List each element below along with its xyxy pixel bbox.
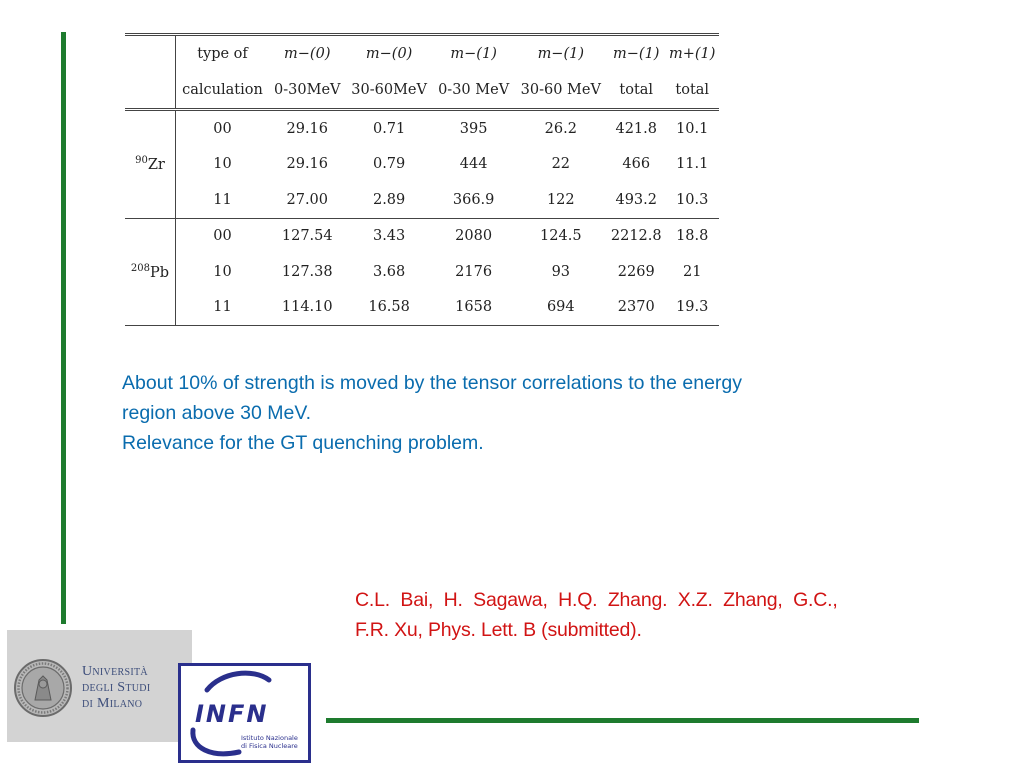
header-cell: total	[675, 82, 710, 98]
table-cell: 444	[459, 156, 488, 173]
table-cell: 00	[213, 120, 232, 137]
table-cell: 2370	[617, 299, 655, 316]
table-row	[125, 254, 719, 290]
table-row	[125, 110, 719, 147]
header-cell: m+(1)	[669, 46, 716, 62]
table-row	[125, 218, 719, 254]
table-cell: 2176	[455, 263, 493, 280]
table-cell: 2212.8	[610, 228, 662, 245]
reference-citation	[355, 585, 895, 645]
table-cell: 19.3	[676, 299, 709, 316]
table-cell: 493.2	[615, 191, 657, 208]
table-row	[125, 290, 719, 326]
citation-line: F.R. Xu, Phys. Lett. B (submitted).	[355, 619, 642, 641]
table-cell: 10.3	[676, 191, 709, 208]
table-cell: 10	[213, 263, 232, 280]
table-cell: 2.89	[372, 191, 406, 208]
header-cell: m−(1)	[537, 46, 585, 62]
svg-text:INFN: INFN	[195, 700, 269, 728]
nucleus-label-zr: $^{90}$Zr	[125, 110, 176, 219]
table-cell: 18.8	[676, 228, 709, 245]
table-cell: 29.16	[286, 156, 329, 173]
note-line: About 10% of strength is moved by the tensor correlations to the energy	[122, 372, 743, 394]
table-cell: 0.79	[372, 156, 406, 173]
table-cell: 3.43	[372, 228, 406, 245]
table-cell: 127.54	[281, 228, 333, 245]
table-cell: 00	[213, 228, 232, 245]
table-cell: 395	[459, 120, 488, 137]
table-cell: 421.8	[615, 120, 657, 137]
table-cell: 11.1	[676, 156, 709, 173]
table-cell: 122	[546, 191, 575, 208]
svg-text:Istituto Nazionale: Istituto Nazionale	[241, 734, 298, 742]
table-cell: 26.2	[544, 120, 577, 137]
table-cell: 124.5	[540, 228, 582, 245]
table-cell: 10.1	[676, 120, 709, 137]
header-cell: m−(0)	[365, 46, 413, 62]
table-cell: 27.00	[286, 191, 329, 208]
header-cell: 0-30 MeV	[438, 82, 510, 98]
infn-logo	[178, 663, 311, 763]
table-cell: 366.9	[452, 191, 495, 208]
header-cell: 0-30MeV	[274, 82, 341, 98]
header-cell: m−(1)	[450, 46, 497, 62]
left-accent-bar	[61, 32, 66, 624]
nucleus-label-pb: $^{208}$Pb	[125, 218, 176, 326]
bottom-accent-bar	[326, 718, 919, 723]
note-line: Relevance for the GT quenching problem.	[122, 432, 484, 454]
table-cell: 11	[213, 191, 232, 208]
table-cell: 11	[213, 299, 232, 316]
header-cell: 30-60MeV	[351, 82, 427, 98]
table-cell: 21	[683, 263, 702, 280]
infn-mark-icon	[181, 666, 308, 760]
table-header-row	[125, 72, 719, 110]
table-row	[125, 147, 719, 183]
table-cell: 694	[546, 299, 575, 316]
table-cell: 127.38	[281, 263, 333, 280]
table-cell: 0.71	[372, 120, 406, 137]
strength-table	[125, 33, 719, 326]
table-cell: 1658	[455, 299, 493, 316]
table-cell: 114.10	[281, 299, 333, 316]
header-cell: 30-60 MeV	[520, 82, 601, 98]
svg-text:di Fisica Nucleare: di Fisica Nucleare	[241, 742, 298, 750]
conclusion-note	[122, 368, 902, 458]
note-line: region above 30 MeV.	[122, 402, 312, 424]
citation-line: C.L. Bai, H. Sagawa, H.Q. Zhang. X.Z. Zhang, G.C.,	[355, 589, 838, 611]
table-cell: 16.58	[368, 299, 410, 316]
table-cell: 466	[622, 156, 651, 173]
table-cell: 93	[551, 263, 571, 280]
table-cell: 22	[551, 156, 571, 173]
header-cell: m−(0)	[284, 46, 331, 62]
table-cell: 2080	[455, 228, 493, 245]
header-cell: m−(1)	[613, 46, 660, 62]
header-blank-cell	[125, 35, 176, 73]
university-name: Università degli Studi di Milano	[82, 664, 151, 711]
header-blank-cell	[125, 72, 176, 110]
university-seal-icon	[13, 658, 73, 718]
header-cell: total	[619, 82, 654, 98]
results-table	[125, 33, 719, 326]
table-cell: 29.16	[286, 120, 329, 137]
university-milano-logo	[7, 630, 192, 742]
table-row	[125, 182, 719, 218]
table-header-row	[125, 35, 719, 73]
table-cell: 2269	[617, 263, 655, 280]
table-cell: 10	[213, 156, 232, 173]
header-cell: type of	[197, 46, 248, 62]
table-cell: 3.68	[372, 263, 406, 280]
header-cell: calculation	[182, 82, 263, 98]
